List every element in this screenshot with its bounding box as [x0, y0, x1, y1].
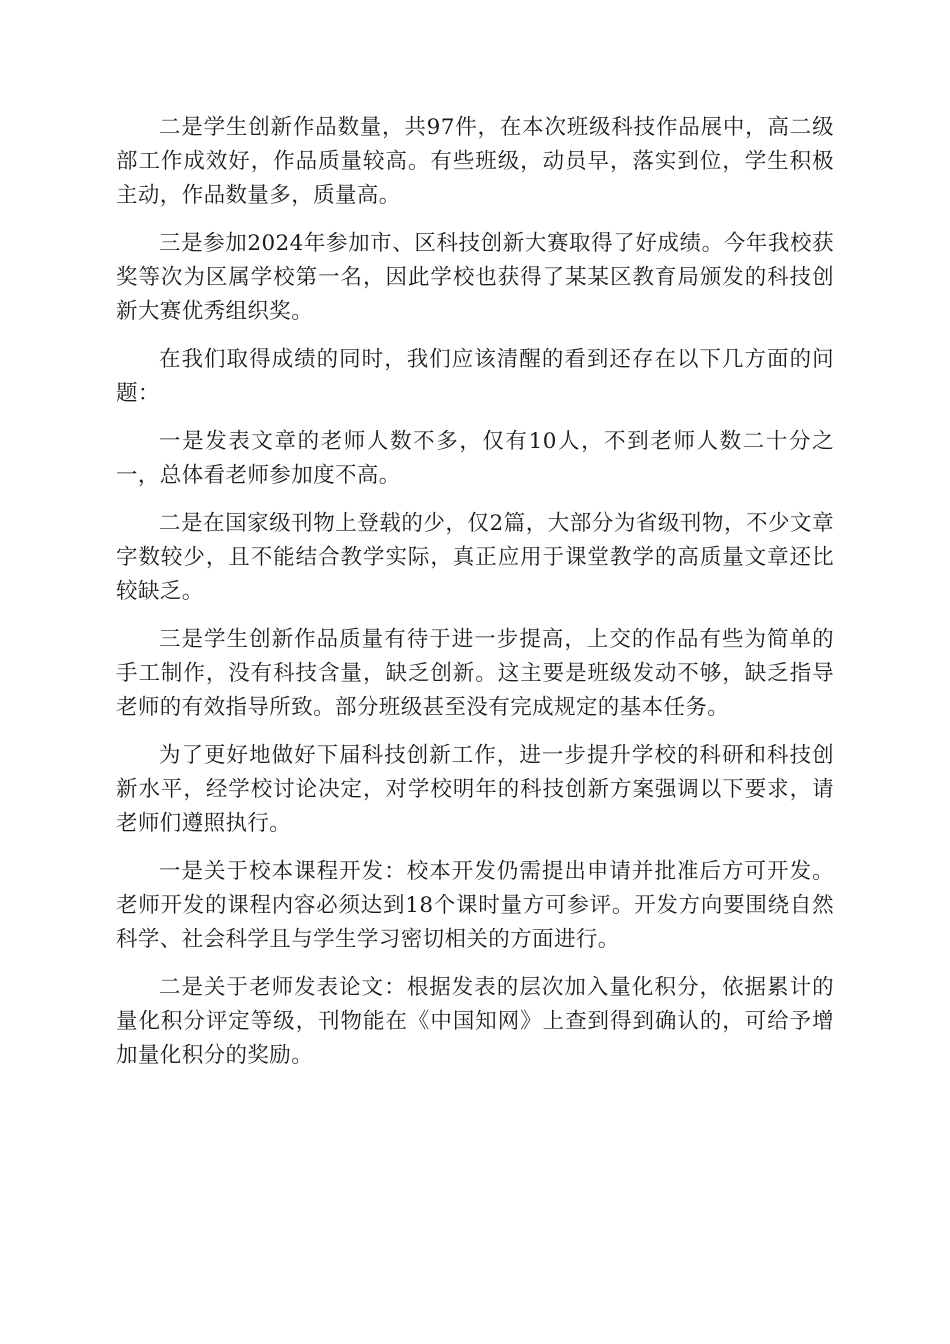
paragraph-requirements-intro: 为了更好地做好下届科技创新工作，进一步提升学校的科研和科技创新水平，经学校讨论决定，对学校明年的科技创新方案强调以下要求，请老师们遵照执行。: [116, 743, 834, 836]
document-body: [116, 111, 834, 1087]
paragraph-competition-results: 三是参加2024年参加市、区科技创新大赛取得了好成绩。今年我校获奖等次为区属学校第一名，因此学校也获得了某某区教育局颁发的科技创新大赛优秀组织奖。: [116, 231, 834, 324]
paragraph-problem-teacher-articles: 一是发表文章的老师人数不多，仅有10人，不到老师人数二十分之一，总体看老师参加度不高。: [116, 429, 834, 488]
paragraph-problem-national-journals: 二是在国家级刊物上登载的少，仅2篇，大部分为省级刊物，不少文章字数较少，且不能结合教学实际，真正应用于课堂教学的高质量文章还比较缺乏。: [116, 511, 834, 604]
paragraph-requirement-papers: 二是关于老师发表论文：根据发表的层次加入量化积分，依据累计的量化积分评定等级，刊物能在《中国知网》上查到得到确认的，可给予增加量化积分的奖励。: [116, 975, 834, 1068]
paragraph-requirement-curriculum: 一是关于校本课程开发：校本开发仍需提出申请并批准后方可开发。老师开发的课程内容必须达到18个课时量方可参评。开发方向要围绕自然科学、社会科学且与学生学习密切相关的方面进行。: [116, 859, 834, 952]
paragraph-problems-intro: 在我们取得成绩的同时，我们应该清醒的看到还存在以下几方面的问题：: [116, 347, 834, 406]
paragraph-student-works-count: 二是学生创新作品数量，共97件，在本次班级科技作品展中，高二级部工作成效好，作品质量较高。有些班级，动员早，落实到位，学生积极主动，作品数量多，质量高。: [116, 115, 834, 208]
paragraph-problem-work-quality: 三是学生创新作品质量有待于进一步提高，上交的作品有些为简单的手工制作，没有科技含量，缺乏创新。这主要是班级发动不够，缺乏指导老师的有效指导所致。部分班级甚至没有完成规定的基本任务。: [116, 627, 834, 720]
